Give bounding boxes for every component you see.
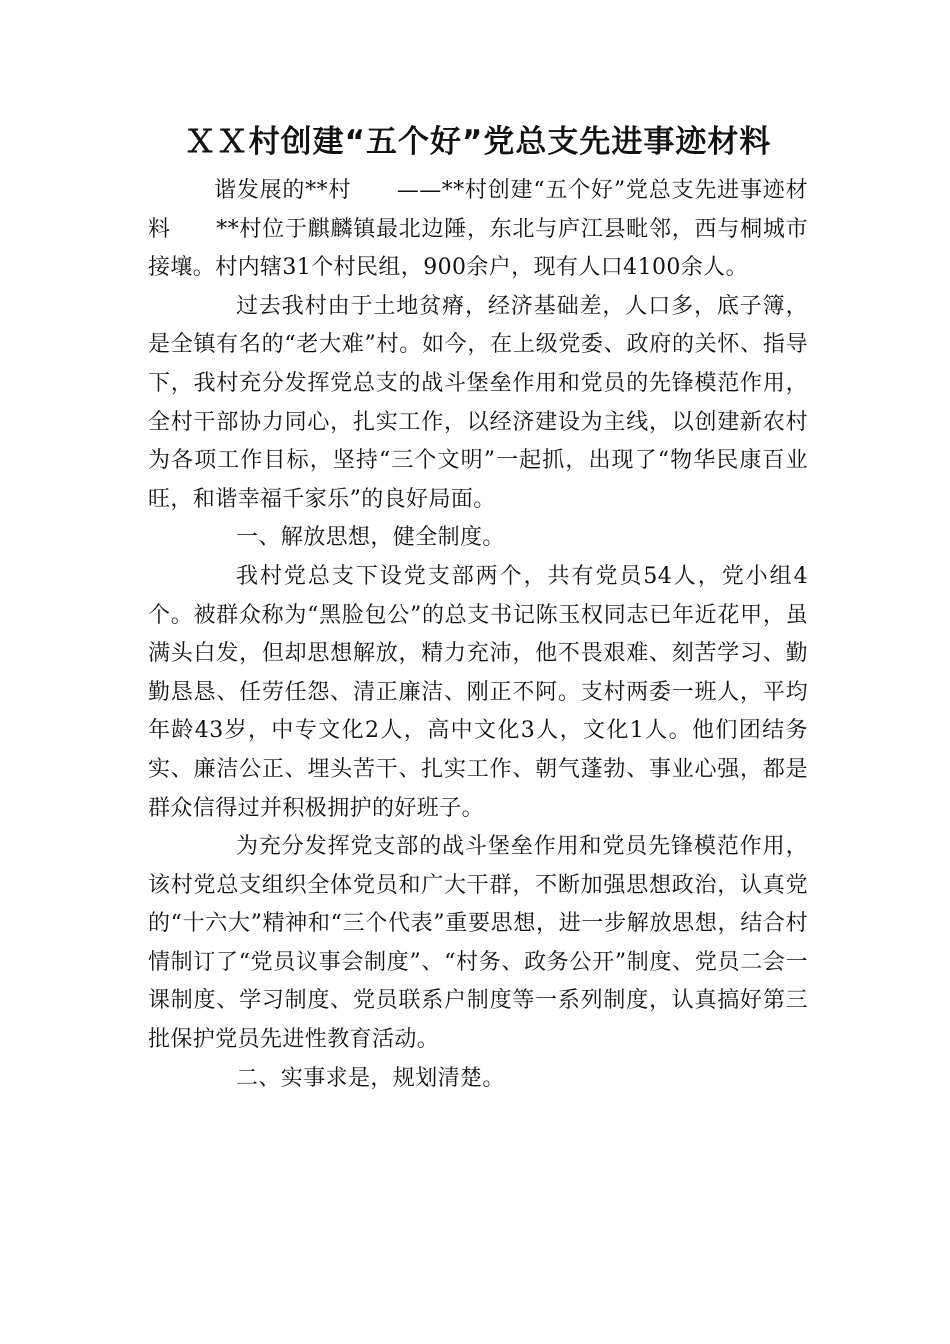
document-title: ＸＸ村创建“五个好”党总支先进事迹材料 bbox=[184, 124, 772, 160]
paragraph-intro: 谐发展的**村 ——**村创建“五个好”党总支先进事迹材料 **村位于麒麟镇最北边陲，东北与庐江县毗邻，西与桐城市接壤。村内辖31个村民组，900余户，现有人口4100余人。 bbox=[148, 178, 808, 281]
section-heading-2: 二、实事求是，规划清楚。 bbox=[236, 1065, 505, 1091]
paragraph-systems: 为充分发挥党支部的战斗堡垒作用和党员先锋模范作用，该村党总支组织全体党员和广大干群，不断加强思想政治，认真党的“十六大”精神和“三个代表”重要思想，进一步解放思想，结合村情制订了“党员议事会制度”、“村务、政务公开”制度、党员二会一课制度、学习制度、党员联系户制度等一系列制度，认真搞好第三批保护党员先进性教育活动。 bbox=[148, 834, 808, 1053]
paragraph-background: 过去我村由于土地贫瘠，经济基础差，人口多，底子簿，是全镇有名的“老大难”村。如今，在上级党委、政府的关怀、指导下，我村充分发挥党总支的战斗堡垒作用和党员的先锋模范作用，全村干部协力同心，扎实工作，以经济建设为主线，以创建新农村为各项工作目标，坚持“三个文明”一起抓，出现了“物华民康百业旺，和谐幸福千家乐”的良好局面。 bbox=[148, 293, 808, 512]
document-page bbox=[148, 118, 808, 1098]
paragraph-party-branch: 我村党总支下设党支部两个，共有党员54人，党小组4个。被群众称为“黑脸包公”的总支书记陈玉权同志已年近花甲，虽满头白发，但却思想解放，精力充沛，他不畏艰难、刻苦学习、勤勤恳恳、任劳任怨、清正廉洁、刚正不阿。支村两委一班人，平均年龄43岁，中专文化2人，高中文化3人，文化1人。他们团结务实、廉洁公正、埋头苦干、扎实工作、朝气蓬勃、事业心强，都是群众信得过并积极拥护的好班子。 bbox=[148, 563, 808, 821]
section-heading-1: 一、解放思想，健全制度。 bbox=[236, 525, 505, 551]
